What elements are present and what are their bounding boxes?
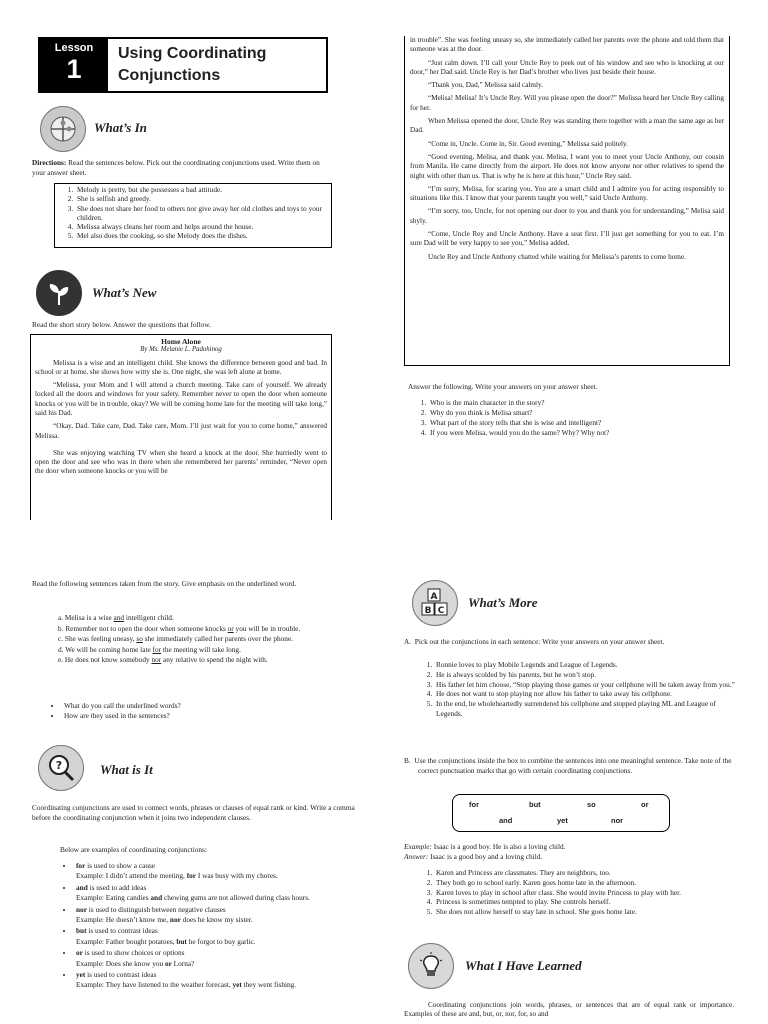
page-bottom-right xyxy=(400,580,740,1024)
abc-blocks-icon xyxy=(412,580,458,626)
story-paragraph: “Melisa! Melisa! It’s Uncle Rey. Will you please open the door?” Melissa heard her Uncle Rey calling for her. xyxy=(410,94,724,112)
list-item: 3. His father let him choose, “Stop playing those games or your cellphone will be taken away from you.” xyxy=(434,680,740,690)
list-item: 4. Princess is sometimes tempted to play. She controls herself. xyxy=(434,897,740,907)
conjunction-word: for xyxy=(469,800,479,809)
what-is-it-heading: What is It xyxy=(100,762,153,777)
emphasis-sentence: d. We will be coming home late for the meeting will take long. xyxy=(58,644,241,654)
emphasis-sentence: a. Melisa is a wise and intelligent child. xyxy=(58,613,174,622)
part-a-list xyxy=(414,660,740,719)
directions xyxy=(32,158,334,177)
examples-intro: Below are examples of coordinating conjunctions: xyxy=(60,845,207,854)
block-letter-a: A xyxy=(430,592,438,602)
story-paragraph: Melissa is a wise and an intelligent child. She knows the difference between good and bad. In school or at home, she shows how witty she is. One night, she was left alone at home. xyxy=(35,358,327,376)
emphasis-question: • How are they used in the sentences? xyxy=(62,711,370,721)
emphasis-question: • What do you call the underlined words? xyxy=(62,701,370,711)
lightbulb-icon xyxy=(408,943,454,989)
conjunction-word: nor xyxy=(611,816,624,825)
conjunction-item: • or is used to show choices or options Example: Does she know you or Lorna? xyxy=(74,948,370,969)
list-item: 1. Ronnie loves to play Mobile Legends and League of Legends. xyxy=(434,660,740,670)
page-bottom-left xyxy=(30,575,370,1024)
list-item: 2. He is always scolded by his parents, but he won’t stop. xyxy=(434,670,740,680)
directions-label: Directions: xyxy=(32,158,67,167)
part-b-directions: B. Use the conjunctions inside the box to combine the sentences into one meaningful sentence. Take note of the correct punctuation marks that go with certain coordinating conjunctions. xyxy=(404,756,732,775)
emphasis-sentences xyxy=(58,613,358,666)
answer-intro: Answer the following. Write your answers on your answer sheet. xyxy=(408,382,598,391)
story-paragraph: Uncle Rey and Uncle Anthony chatted while waiting for Melissa’s parents to come home. xyxy=(428,252,686,261)
directions-text: Read the sentences below. Pick out the coordinating conjunctions used. Write them on your answer sheet. xyxy=(32,158,320,177)
lesson-number-tab xyxy=(40,39,108,91)
question-item: 1. Who is the main character in the story? xyxy=(428,398,734,408)
whats-in-box xyxy=(54,183,332,248)
whats-new-intro: Read the short story below. Answer the questions that follow. xyxy=(32,320,211,329)
emphasis-questions xyxy=(34,701,370,721)
question-item: 3. What part of the story tells that she is wise and intelligent? xyxy=(428,418,734,428)
story-paragraph: “Come in, Uncle. Come in, Sir. Good evening,” Melissa said politely. xyxy=(428,139,628,148)
story-paragraph: “Good evening, Melisa, and thank you. Melisa, I want you to meet your Uncle Anthony, our cousin from Manila. He came directly from the airport. He does not know anyone nor other relatives to spend the night with other than us. That is why he is here at this hour,” Uncle Rey said. xyxy=(410,152,724,180)
conjunction-item: • yet is used to contrast ideas Example: They have listened to the weather forecast, yet they went fishing. xyxy=(74,970,370,991)
story-paragraph: “Melissa, your Mom and I will attend a church meeting. Take care of yourself. We already locked all the doors and windows for your safety. Remember never to open the door when someone knocks or you will be in trouble, okay? We will be coming home late for the meeting will take long,” said his Dad. xyxy=(35,381,327,417)
whats-more-heading: What’s More xyxy=(468,595,538,610)
list-item: 4. He does not want to stop playing nor allow his father to take away his cellphone. xyxy=(434,689,740,699)
story-paragraph: “Thank you, Dad,” Melissa said calmly. xyxy=(428,81,543,90)
list-item: 3. She does not share her food to others nor give away her old clothes and toys to your children. xyxy=(75,204,325,223)
story-continued-box xyxy=(404,36,730,366)
story-paragraph: “Come, Uncle Rey and Uncle Anthony. Have a seat first. I’ll just get something for you to eat. I’m sure Dad will be very happy to see you,” Melisa added. xyxy=(410,230,724,248)
what-i-have-learned-text: Coordinating conjunctions join words, phrases, or sentences that are of equal rank or importance. Examples of these are and, but, or, nor, for, so and xyxy=(404,1001,734,1019)
story-paragraph: “Just calm down. I’ll call your Uncle Rey to peek out of his window and see who is knocking at our door,” her Dad said. Uncle Rey is her Dad’s brother who lives just beside their house. xyxy=(410,58,724,76)
what-i-have-learned-heading: What I Have Learned xyxy=(465,958,582,973)
conjunction-item: • and is used to add ideas Example: Eating candies and chewing gums are not allowed during class hours. xyxy=(74,883,370,904)
emphasis-sentence: c. She was feeling uneasy, so she immediately called her parents over the phone. xyxy=(58,634,294,643)
answer-line: Answer: Isaac is a good boy and a loving child. xyxy=(404,852,543,861)
lesson-number: 1 xyxy=(66,54,82,84)
conjunction-word: so xyxy=(587,800,596,809)
list-item: 2. She is selfish and greedy. xyxy=(75,194,325,203)
story-questions xyxy=(408,398,734,438)
conjunction-word: but xyxy=(529,800,541,809)
lesson-title xyxy=(118,43,318,87)
emphasis-intro: Read the following sentences taken from the story. Give emphasis on the underlined word. xyxy=(32,579,297,588)
whats-in-heading: What’s In xyxy=(94,120,147,135)
story-paragraph: “Okay, Dad. Take care, Dad. Take care, Mom. I’ll just wait for you to come home,” answered Melissa. xyxy=(35,422,327,440)
puzzle-icon xyxy=(40,106,86,152)
question-item: 4. If you were Melisa, would you do the same? Why? Why not? xyxy=(428,428,734,438)
story-paragraph: in trouble”. She was feeling uneasy so, she immediately called her parents over the phone and told them that someone was at the door. xyxy=(410,36,724,54)
emphasis-sentence: b. Remember not to open the door when someone knocks or you will be in trouble. xyxy=(58,623,301,633)
magnifier-question-icon xyxy=(38,745,84,791)
plant-icon xyxy=(36,270,82,316)
story-box xyxy=(30,334,332,520)
block-letter-c: C xyxy=(437,606,445,616)
list-item: 5. In the end, he wholeheartedly surrendered his cellphone and stopped playing ML and League of Legends. xyxy=(434,699,740,719)
part-a-directions: A. Pick out the conjunctions in each sentence: Write your answers on your answer sheet. xyxy=(404,637,665,646)
list-item: 5. She does not allow herself to stay late in school. She goes home late. xyxy=(434,907,740,917)
conjunction-item: • nor is used to distinguish between negative clauses Example: He doesn’t know me, nor does he know my sister. xyxy=(74,905,370,926)
conjunctions-box xyxy=(452,794,670,832)
conjunction-item: • but is used to contrast ideas Example: Father bought potatoes, but he forgot to buy garlic. xyxy=(74,926,370,947)
list-item: 1. Melody is pretty, but she possesses a bad attitude. xyxy=(75,185,325,194)
list-item: 2. They both go to school early. Karen goes home late in the afternoon. xyxy=(434,878,740,888)
list-item: 5. Mel also does the cooking, so she Melody does the dishes. xyxy=(75,231,325,240)
part-b-list xyxy=(414,868,740,917)
lesson-title-line2: Conjunctions xyxy=(118,67,221,84)
page-top-right xyxy=(404,30,734,450)
conjunction-examples xyxy=(56,861,370,992)
emphasis-sentence: e. He does not know somebody nor any relative to spend the night with. xyxy=(58,655,268,664)
conjunction-word: or xyxy=(641,800,649,809)
lesson-header xyxy=(38,37,328,93)
story-paragraph: “I’m sorry, Melisa, for scaring you. You are a smart child and I admire you for acting responsibly to situations like this. I know that your parents taught you well,” said Uncle Anthony. xyxy=(410,184,724,203)
list-item: 1. Karen and Princess are classmates. They are neighbors, too. xyxy=(434,868,740,878)
story-paragraph: She was enjoying watching TV when she heard a knock at the door. She hurriedly went to open the door and see who was in there when she remembered her parents’ reminder, “Never open the door when someone knocks or you will be xyxy=(35,448,327,476)
story-paragraph: When Melissa opened the door, Uncle Rey was standing there together with a man the same age as her Dad. xyxy=(410,117,724,135)
whats-in-list xyxy=(55,184,331,241)
story-title: Home Alone xyxy=(161,337,201,346)
block-letter-b: B xyxy=(424,606,432,616)
conjunction-word: and xyxy=(499,816,513,825)
lesson-title-line1: Using Coordinating xyxy=(118,45,267,62)
page-top-left xyxy=(30,30,340,520)
whats-new-heading: What’s New xyxy=(92,285,157,300)
story-paragraph: “I’m sorry, too, Uncle, for not opening our door to you and thank you for understanding,” Melisa said shyly. xyxy=(410,207,724,225)
example-line: Example: Isaac is a good boy. He is also a loving child. xyxy=(404,842,566,851)
conjunction-item: • for is used to show a cause Example: I didn’t attend the meeting, for I was busy with my chores. xyxy=(74,861,370,882)
question-item: 2. Why do you think is Melisa smart? xyxy=(428,408,734,418)
list-item: 3. Karen loves to play in school after class. She would invite Princess to play with her. xyxy=(434,888,740,898)
story-author: By Ms. Melanie L. Padohinog xyxy=(140,346,222,353)
conjunction-word: yet xyxy=(557,816,568,825)
lesson-word: Lesson xyxy=(54,42,94,54)
svg-text:?: ? xyxy=(55,759,63,772)
what-is-it-intro: Coordinating conjunctions are used to connect words, phrases or clauses of equal rank or kind. Write a comma before the coordinating conjunction when it joins two independent clauses. xyxy=(32,803,355,822)
list-item: 4. Melissa always cleans her room and helps around the house. xyxy=(75,222,325,231)
